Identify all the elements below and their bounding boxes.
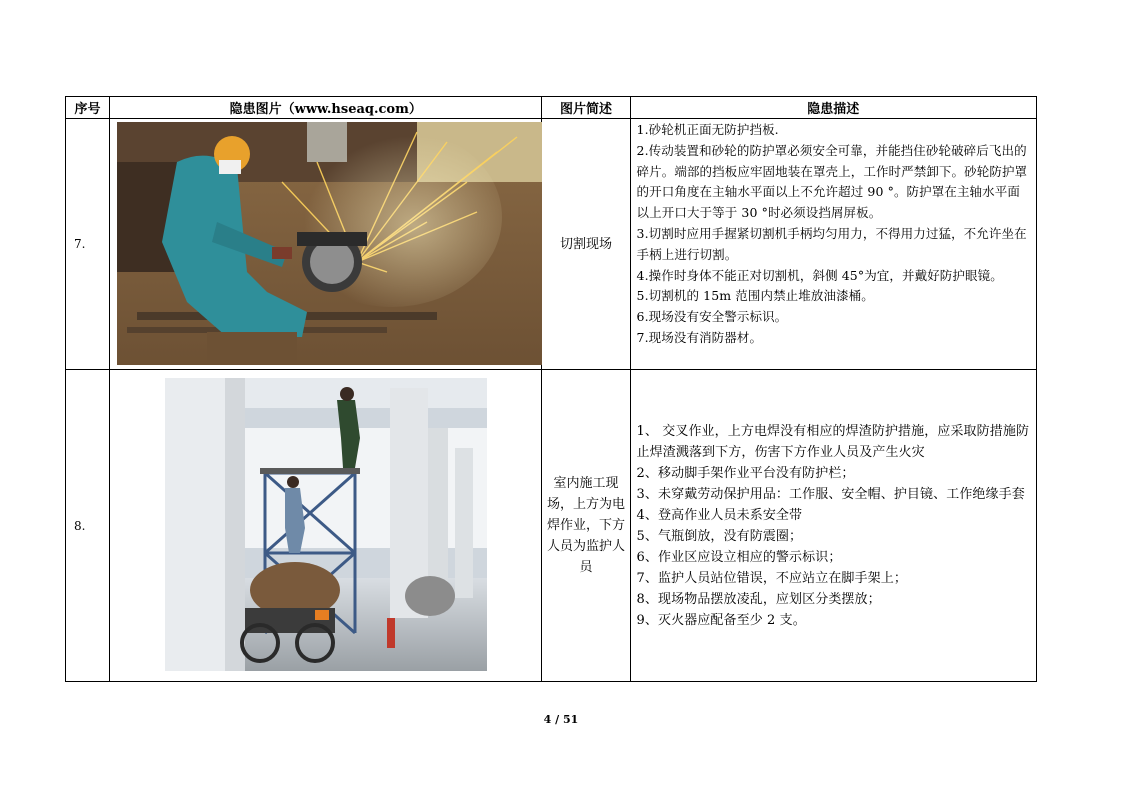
header-image: 隐患图片（www.hseaq.com） bbox=[110, 97, 542, 119]
description-item: 5、气瓶倒放，没有防震圈； bbox=[636, 529, 803, 544]
row-number: 8. bbox=[66, 370, 110, 682]
description-item: 5.切割机的 15m 范围内禁止堆放油漆桶。 bbox=[636, 288, 874, 304]
description-item: 3.切割时应用手握紧切割机手柄均匀用力，不得用力过猛，不允许坐在手柄上进行切割。 bbox=[636, 225, 1027, 262]
description-item: 6、作业区应设立相应的警示标识； bbox=[636, 550, 842, 565]
hazard-description bbox=[630, 370, 1036, 682]
table-row bbox=[66, 119, 1037, 370]
description-item: 1.砂轮机正面无防护挡板. bbox=[636, 122, 779, 137]
hazard-table bbox=[65, 96, 1037, 682]
description-item: 1、 交叉作业，上方电焊没有相应的焊渣防护措施，应采取防措施防止焊渣溅落到下方，伤害下方作业人员及产生火灾 bbox=[636, 424, 1030, 460]
header-description: 隐患描述 bbox=[630, 97, 1036, 119]
hazard-photo-cell bbox=[110, 370, 542, 682]
description-item: 3、未穿戴劳动保护用品：工作服、安全帽、护目镜、工作绝缘手套 bbox=[636, 487, 1025, 502]
description-item: 4、登高作业人员未系安全带 bbox=[636, 508, 803, 523]
description-item: 2、移动脚手架作业平台没有防护栏； bbox=[636, 466, 855, 481]
description-item: 8、现场物品摆放凌乱，应划区分类摆放； bbox=[636, 592, 881, 607]
description-item: 2.传动装置和砂轮的防护罩必须安全可靠，并能挡住砂轮破碎后飞出的碎片。端部的挡板应牢固地装在罩壳上，工作时严禁卸下。砂轮防护罩的开口角度在主轴水平面以上不允许超过 90 °。防护罩在主轴水平面以上开口大于等于 30 °时必须设挡屑屏板。 bbox=[636, 142, 1028, 221]
description-item: 4.操作时身体不能正对切割机，斜侧 45°为宜，并戴好防护眼镜。 bbox=[636, 267, 1003, 283]
description-item: 6.现场没有安全警示标识。 bbox=[636, 309, 788, 325]
description-item: 9、灭火器应配备至少 2 支。 bbox=[636, 613, 806, 628]
cutting-site-photo bbox=[117, 122, 542, 365]
table-row bbox=[66, 370, 1037, 682]
indoor-construction-photo bbox=[165, 378, 487, 671]
header-no: 序号 bbox=[66, 97, 110, 119]
hazard-brief: 切割现场 bbox=[542, 119, 630, 370]
description-item: 7.现场没有消防器材。 bbox=[636, 329, 763, 345]
hazard-description bbox=[630, 119, 1036, 370]
hazard-photo-cell bbox=[110, 119, 542, 370]
header-brief: 图片简述 bbox=[542, 97, 630, 119]
row-number: 7. bbox=[66, 119, 110, 370]
hazard-brief: 室内施工现场，上方为电焊作业，下方人员为监护人员 bbox=[542, 370, 630, 682]
page-number: 4 / 51 bbox=[543, 713, 579, 726]
table-header-row bbox=[66, 97, 1037, 119]
description-item: 7、监护人员站位错误，不应站立在脚手架上； bbox=[636, 571, 907, 586]
